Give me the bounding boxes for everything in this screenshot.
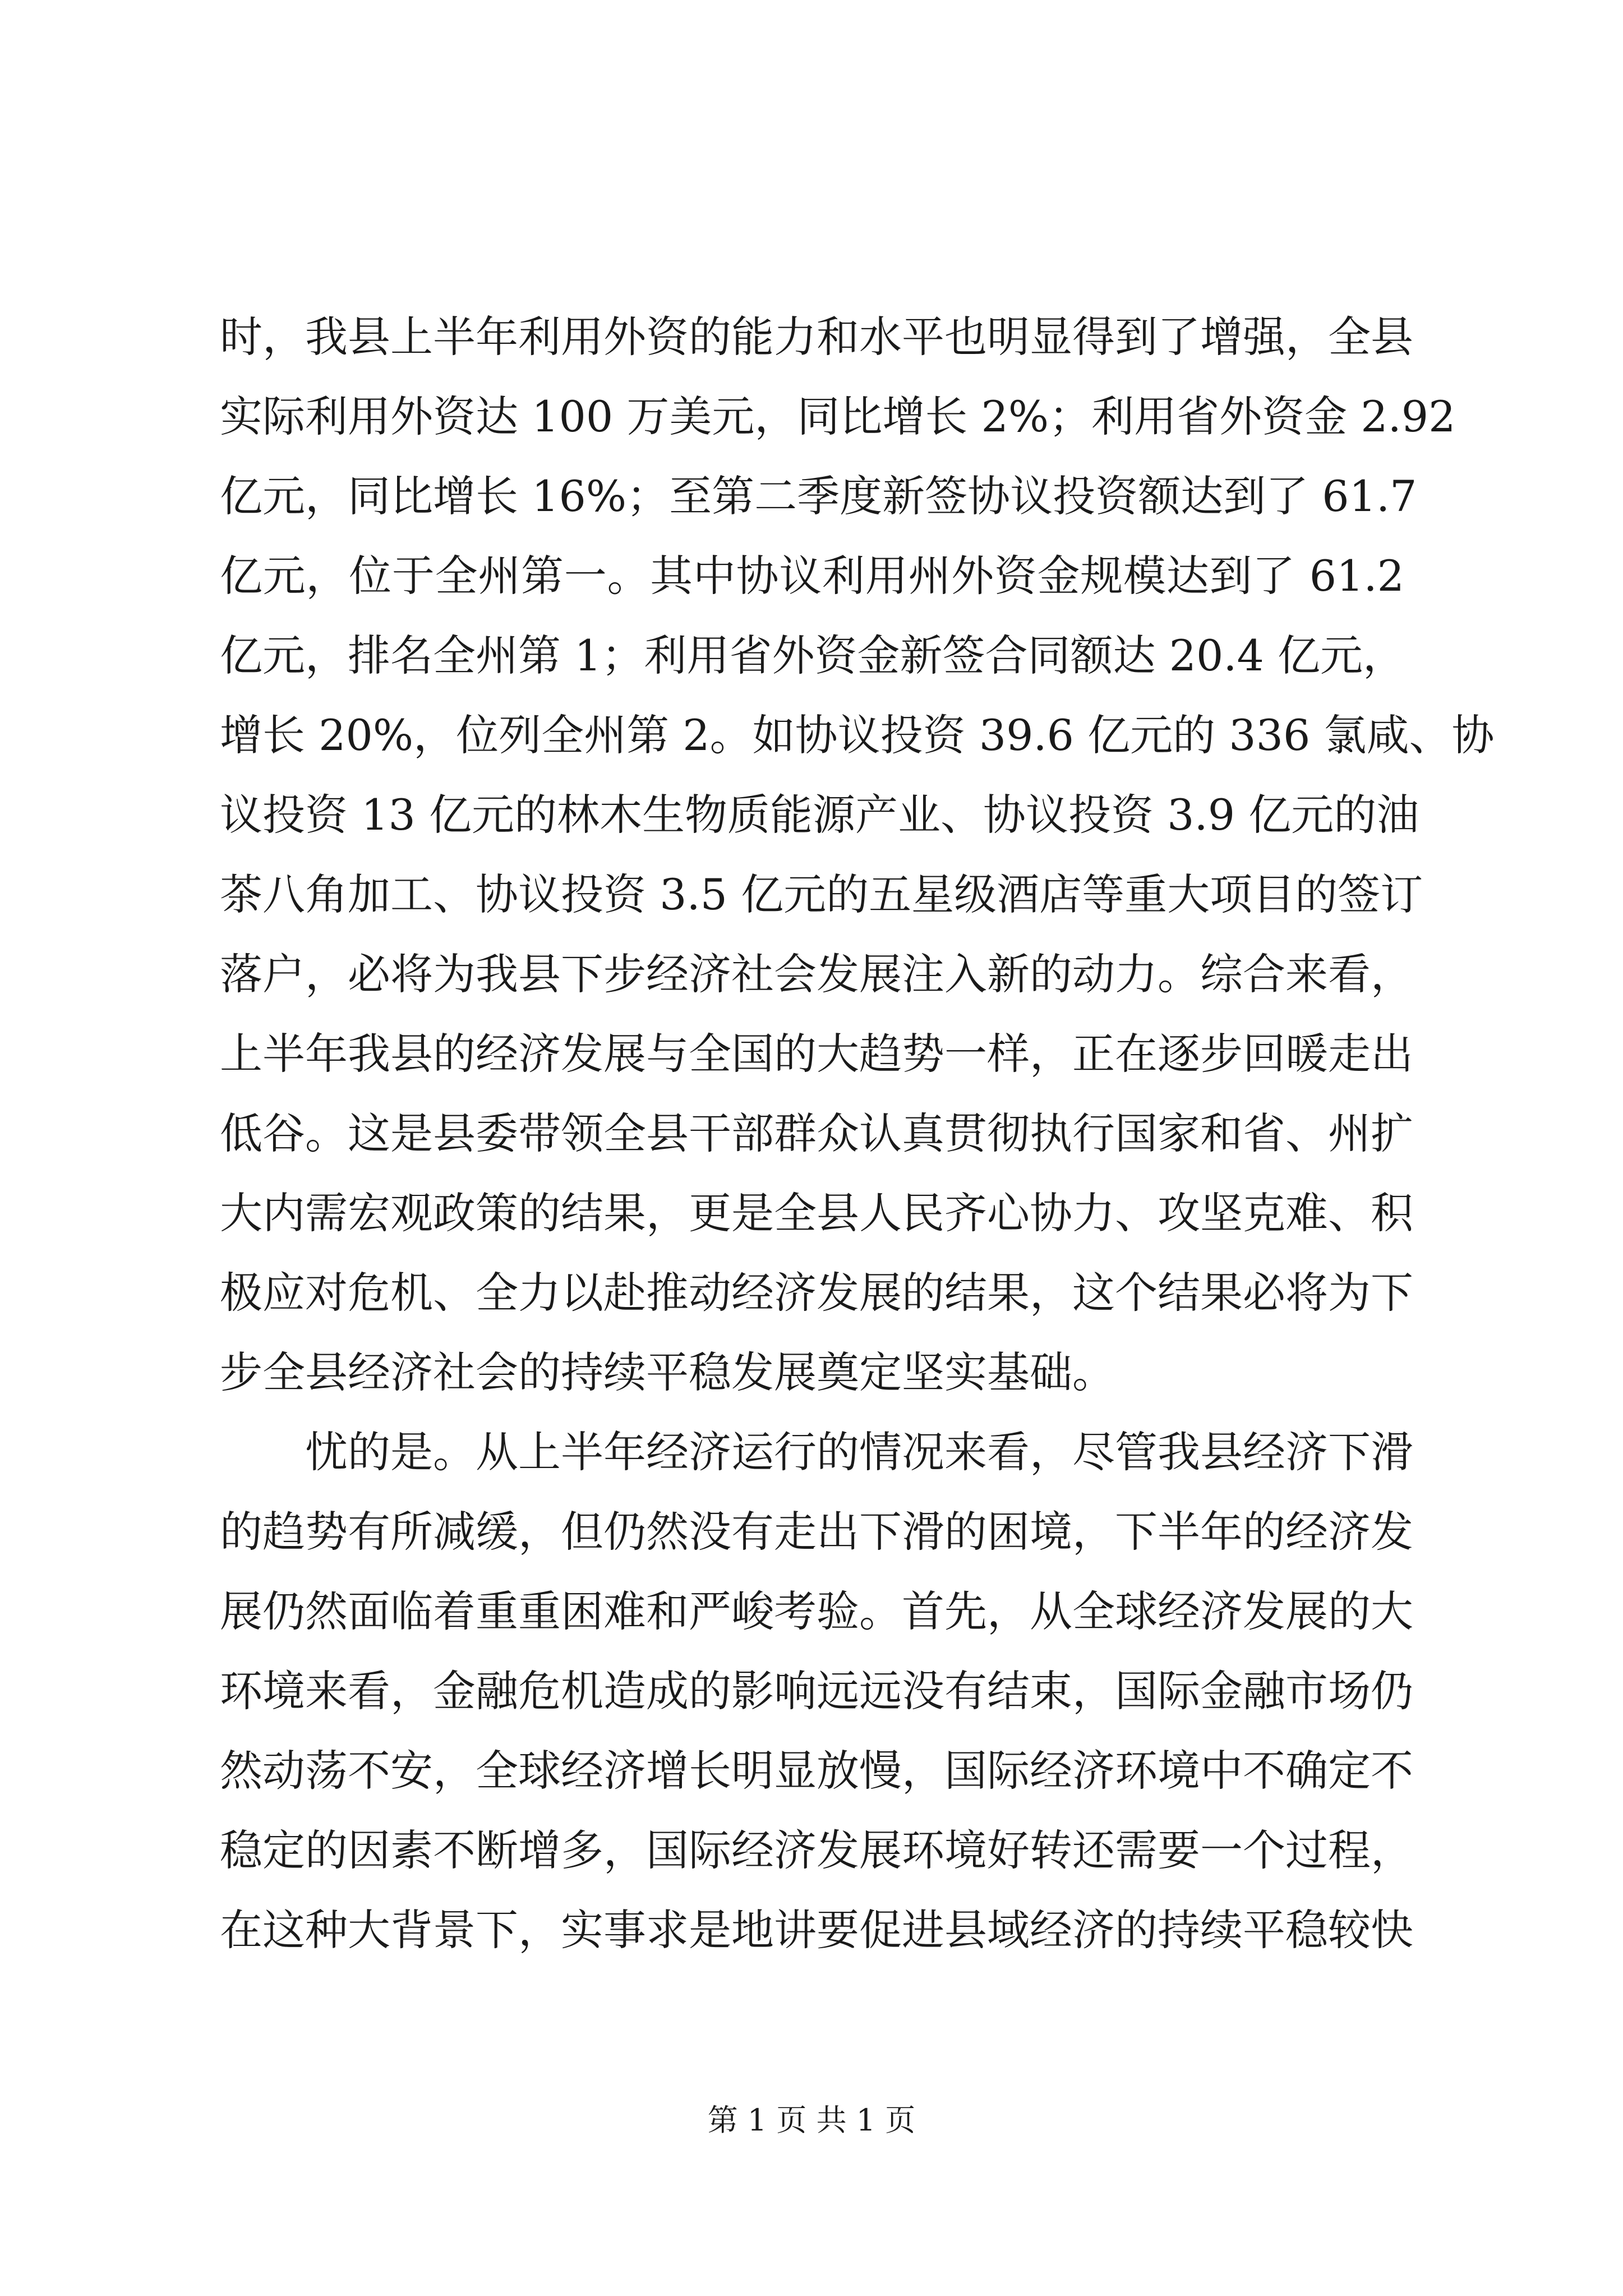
text-line: 落户，必将为我县下步经济社会发展注入新的动力。综合来看， (220, 949, 1413, 999)
text-line: 亿元，同比增长 16%；至第二季度新签协议投资额达到了 61.7 (220, 471, 1417, 521)
text-line: 展仍然面临着重重困难和严峻考验。首先，从全球经济发展的大 (220, 1586, 1413, 1636)
text-line: 议投资 13 亿元的林木生物质能源产业、协议投资 3.9 亿元的油 (220, 790, 1419, 840)
page-number-label: 第 1 页 共 1 页 (707, 2102, 916, 2138)
text-line: 上半年我县的经济发展与全国的大趋势一样，正在逐步回暖走出 (220, 1029, 1413, 1079)
text-line: 的趋势有所减缓，但仍然没有走出下滑的困境，下半年的经济发 (220, 1507, 1413, 1557)
text-line: 亿元，排名全州第 1；利用省外资金新签合同额达 20.4 亿元， (220, 631, 1406, 680)
text-line: 亿元，位于全州第一。其中协议利用州外资金规模达到了 61.2 (220, 551, 1404, 601)
text-line: 茶八角加工、协议投资 3.5 亿元的五星级酒店等重大项目的签订 (220, 869, 1423, 919)
page-footer (0, 2098, 1623, 2143)
text-line: 步全县经济社会的持续平稳发展奠定坚实基础。 (220, 1347, 1115, 1397)
body-text (220, 297, 1495, 1970)
text-line: 忧的是。从上半年经济运行的情况来看，尽管我县经济下滑 (305, 1427, 1413, 1477)
text-line: 环境来看，金融危机造成的影响远远没有结束，国际金融市场仍 (220, 1666, 1413, 1716)
text-line: 实际利用外资达 100 万美元，同比增长 2%；利用省外资金 2.92 (220, 392, 1456, 441)
paragraph (220, 1412, 1413, 1970)
text-line: 稳定的因素不断增多，国际经济发展环境好转还需要一个过程， (220, 1825, 1413, 1875)
text-line: 在这种大背景下，实事求是地讲要促进县域经济的持续平稳较快 (220, 1905, 1413, 1955)
text-line: 时，我县上半年利用外资的能力和水平也明显得到了增强，全县 (220, 312, 1413, 362)
paragraph (220, 297, 1495, 1412)
text-line: 极应对危机、全力以赴推动经济发展的结果，这个结果必将为下 (220, 1268, 1413, 1318)
text-line: 大内需宏观政策的结果，更是全县人民齐心协力、攻坚克难、积 (220, 1188, 1413, 1238)
text-line: 增长 20%，位列全州第 2。如协议投资 39.6 亿元的 336 氯咸、协 (220, 710, 1495, 760)
text-line: 低谷。这是县委带领全县干部群众认真贯彻执行国家和省、州扩 (220, 1108, 1413, 1158)
text-line: 然动荡不安，全球经济增长明显放慢，国际经济环境中不确定不 (220, 1746, 1413, 1796)
